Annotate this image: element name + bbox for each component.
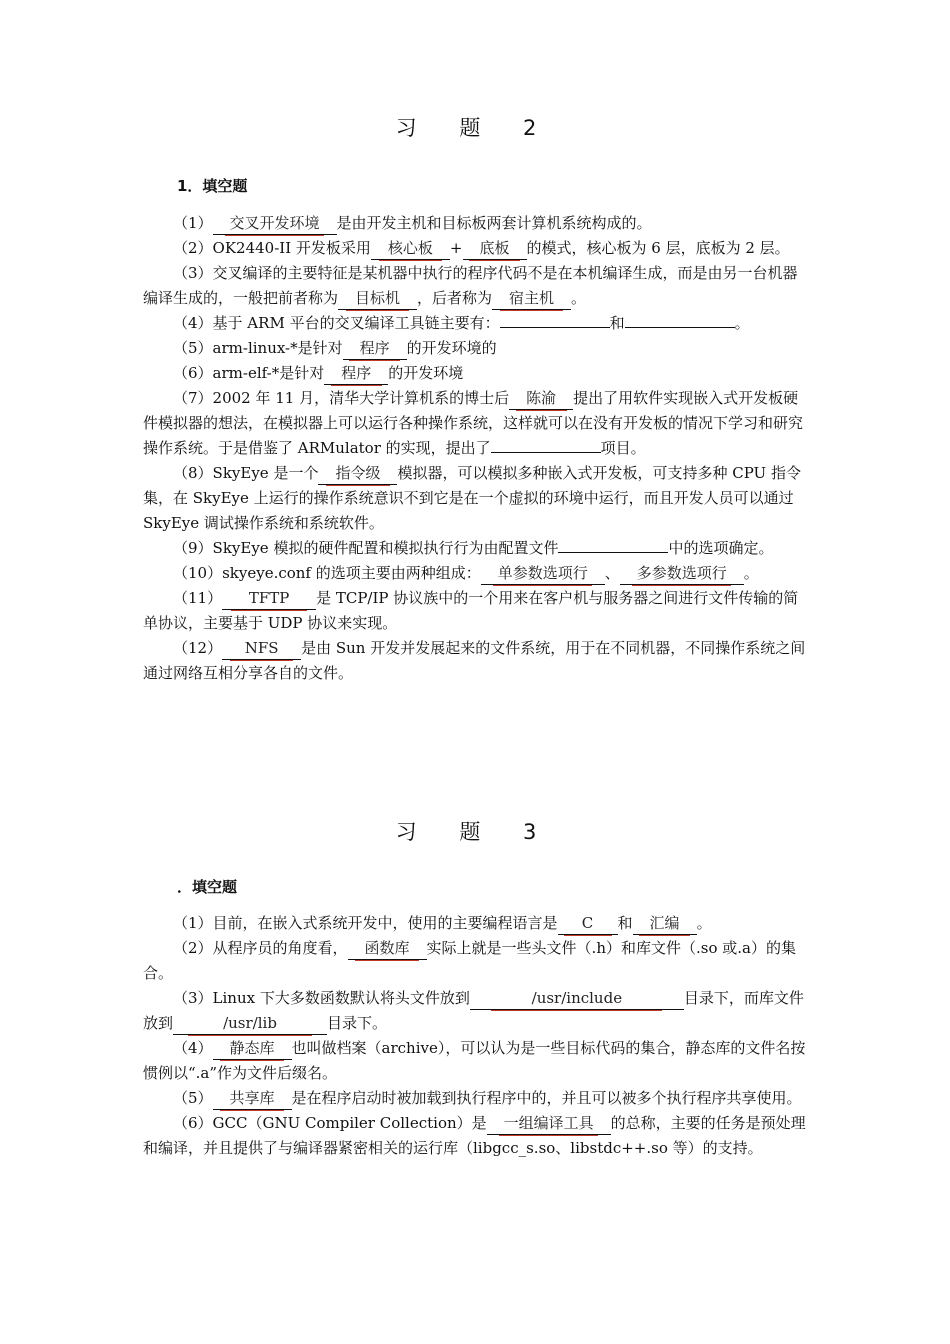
answer-blank: 函数库 bbox=[348, 938, 427, 960]
section-fill-in-3: ．填空题 bbox=[177, 878, 238, 896]
ex2-question-2: （2）OK2440-II 开发板采用 核心板 + 底板 的模式，核心板为 6 层，底板为 2 层。 bbox=[143, 236, 807, 261]
answer-blank: 交叉开发环境 bbox=[213, 213, 337, 235]
answer-blank bbox=[500, 327, 610, 328]
answer-blank: 一组编译工具 bbox=[487, 1113, 611, 1135]
answer-blank bbox=[491, 452, 601, 453]
ex2-question-9: （9）SkyEye 模拟的硬件配置和模拟执行行为由配置文件 中的选项确定。 bbox=[173, 539, 774, 557]
exercise-2-questions bbox=[143, 211, 807, 686]
ex2-question-8: （8）SkyEye 是一个 指令级 模拟器，可以模拟多种嵌入式开发板，可支持多种 CPU 指令集，在 SkyEye 上运行的操作系统意识不到它是在一个虚拟的环境中运行，而且开发人员可以通过 SkyEye 调试操作系统和系统软件。 bbox=[143, 464, 801, 532]
answer-blank: 核心板 bbox=[371, 238, 450, 260]
answer-blank: 共享库 bbox=[213, 1088, 292, 1110]
ex3-question-1: （1）目前，在嵌入式系统开发中，使用的主要编程语言是 C 和 汇编 。 bbox=[143, 911, 807, 936]
answer-blank: NFS bbox=[222, 638, 301, 660]
answer-blank: 宿主机 bbox=[492, 288, 571, 310]
ex2-question-4: （4）基于 ARM 平台的交叉编译工具链主要有： 和 。 bbox=[173, 314, 750, 332]
answer-blank: TFTP bbox=[222, 588, 316, 610]
answer-blank bbox=[625, 327, 735, 328]
ex2-question-7: （7）2002 年 11 月，清华大学计算机系的博士后 陈渝 提出了用软件实现嵌入式开发板硬件模拟器的想法，在模拟器上可以运行各种操作系统，这样就可以在没有开发板的情况下学习和研究操作系统。于是借鉴了 ARMulator 的实现，提出了 项目。 bbox=[143, 389, 804, 457]
answer-blank: /usr/include bbox=[470, 988, 684, 1010]
answer-blank: 程序 bbox=[324, 363, 388, 385]
ex3-question-6: （6）GCC（GNU Compiler Collection）是 一组编译工具 的总称，主要的任务是预处理和编译，并且提供了与编译器紧密相关的运行库（libgcc_s.so、libstdc++.so 等）的支持。 bbox=[143, 1114, 806, 1157]
ex2-question-5: （5）arm-linux-*是针对 程序 的开发环境的 bbox=[143, 336, 807, 361]
exercise-3-title: 习 题 3 bbox=[395, 820, 555, 844]
exercise-3-questions bbox=[143, 911, 807, 1161]
ex2-question-1: （1） 交叉开发环境 是由开发主机和目标板两套计算机系统构成的。 bbox=[143, 211, 807, 236]
answer-blank: 陈渝 bbox=[509, 388, 573, 410]
answer-blank: C bbox=[558, 913, 618, 935]
answer-blank bbox=[558, 552, 668, 553]
answer-blank: 单参数选项行 bbox=[481, 563, 605, 585]
answer-blank: 目标机 bbox=[338, 288, 417, 310]
section-fill-in-2: 1．填空题 bbox=[177, 177, 248, 195]
answer-blank: 多参数选项行 bbox=[620, 563, 744, 585]
ex2-question-6: （6）arm-elf-*是针对 程序 的开发环境 bbox=[143, 361, 807, 386]
ex2-question-10: （10）skyeye.conf 的选项主要由两种组成： 单参数选项行 、 多参数选项行 。 bbox=[143, 561, 807, 586]
ex2-question-3: （3）交叉编译的主要特征是某机器中执行的程序代码不是在本机编译生成，而是由另一台机器编译生成的，一般把前者称为 目标机 ，后者称为 宿主机 。 bbox=[143, 261, 807, 311]
answer-blank: /usr/lib bbox=[173, 1013, 327, 1035]
answer-blank: 程序 bbox=[343, 338, 407, 360]
ex3-question-3: （3）Linux 下大多数函数默认将头文件放到 /usr/include 目录下，而库文件放到 /usr/lib 目录下。 bbox=[143, 986, 807, 1036]
answer-blank: 指令级 bbox=[318, 463, 397, 485]
exercise-2-title: 习 题 2 bbox=[395, 116, 555, 140]
ex3-question-5: （5） 共享库 是在程序启动时被加载到执行程序中的，并且可以被多个执行程序共享使用。 bbox=[143, 1086, 807, 1111]
ex3-question-4: （4） 静态库 也叫做档案（archive），可以认为是一些目标代码的集合，静态库的文件名按惯例以“.a”作为文件后缀名。 bbox=[143, 1039, 806, 1082]
ex2-question-11: （11） TFTP 是 TCP/IP 协议族中的一个用来在客户机与服务器之间进行文件传输的简单协议，主要基于 UDP 协议来实现。 bbox=[143, 589, 799, 632]
answer-blank: 汇编 bbox=[633, 913, 697, 935]
ex2-question-12: （12） NFS 是由 Sun 开发并发展起来的文件系统，用于在不同机器，不同操作系统之间通过网络互相分享各自的文件。 bbox=[143, 639, 806, 682]
answer-blank: 底板 bbox=[463, 238, 527, 260]
ex3-question-2: （2）从程序员的角度看， 函数库 实际上就是一些头文件（.h）和库文件（.so 或.a）的集合。 bbox=[143, 939, 796, 982]
answer-blank: 静态库 bbox=[213, 1038, 292, 1060]
